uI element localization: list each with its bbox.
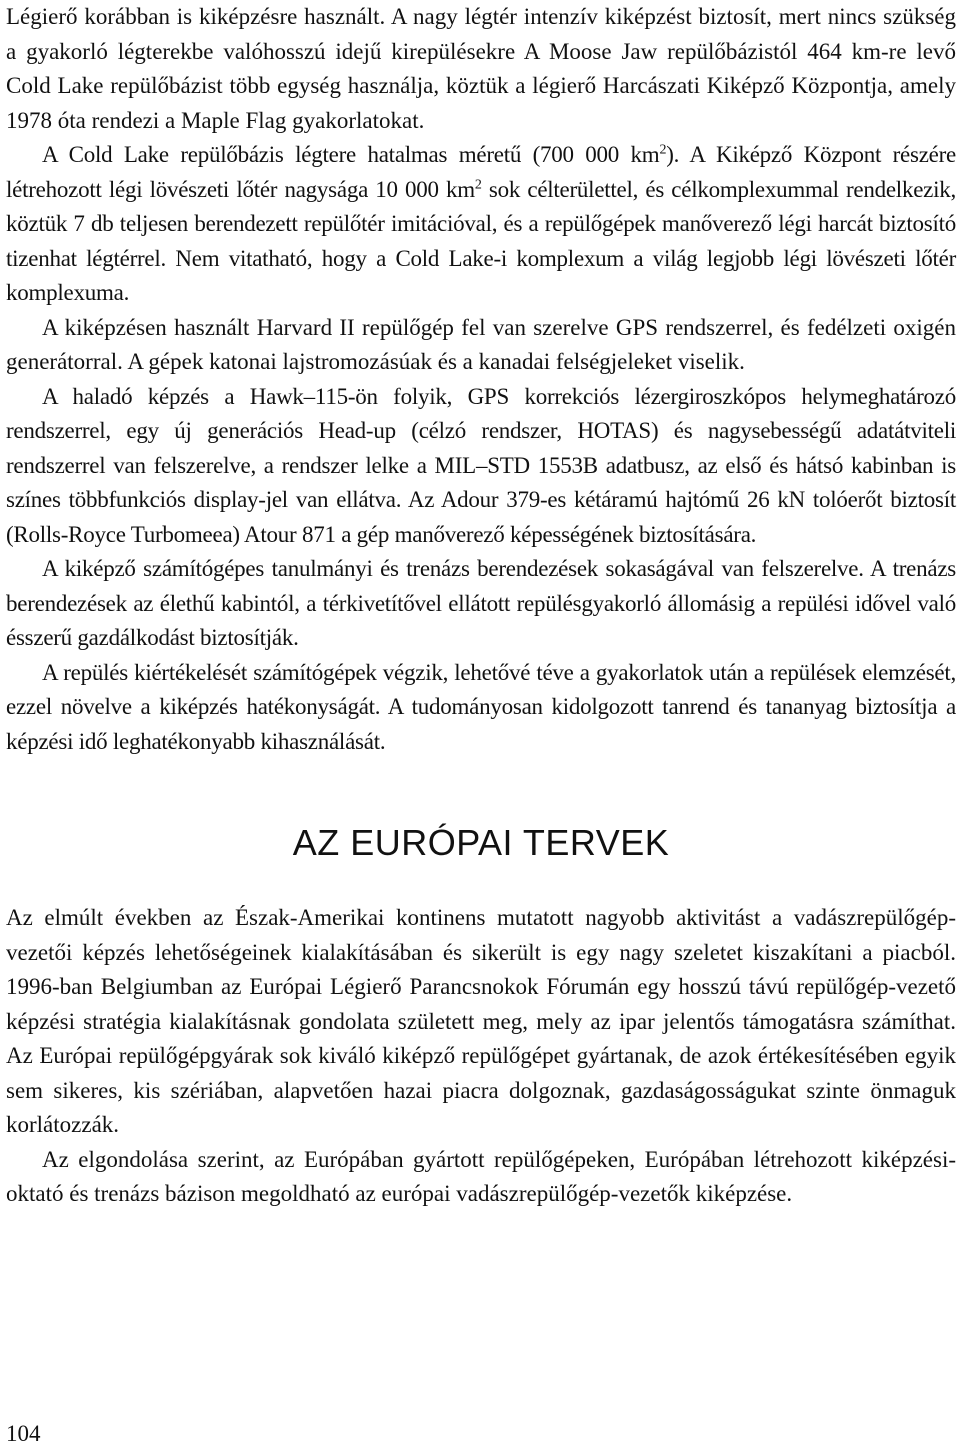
paragraph-3: A kiképzésen használt Harvard II repülőgép fel van szerelve GPS rendszerrel, és fedélzeti oxigén generátorral. A gépek katonai lajstromozásúak és a kanadai felségjeleket viselik. [6, 314, 956, 374]
paragraph-6: A repülés kiértékelését számítógépek végzik, lehetővé téve a gyakorlatok után a repülések elemzését, ezzel növelve a kiképzés hatékonyságát. A tudományosan kidolgozott tanrend és tananyag biztosítja a képzési idő leghatékonyabb kihasználását. [6, 659, 956, 754]
bottom-section [6, 901, 956, 1212]
paragraph-8: Az elgondolása szerint, az Európában gyártott repülőgépeken, Európában létrehozott kiképzési-oktató és trenázs bázison megoldható az európai vadászrepülőgép-vezetők kiképzése. [6, 1146, 956, 1206]
document-page [6, 0, 956, 1212]
paragraph-7: Az elmúlt években az Észak-Amerikai kontinens mutatott nagyobb aktivitást a vadászrepülőgép-vezetői képzés lehetőségeinek kialakításában és sikerült is egy nagy szeletet kiszakítani a piacból. 1996-ban Belgiumban az Európai Légierő Parancsnokok Fórumán egy hosszú távú repülőgép-vezető képzési stratégia kialakításnak gondolata született meg, mely az ipar jelentős támogatásra számíthat. Az Európai repülőgépgyárak sok kiváló kiképző repülőgépet gyártanak, de azok értékesítésében egyik sem sikeres, kis szériában, alapvetően hazai piacra dolgoznak, gazdaságosságukat szinte önmaguk korlátozzák. [6, 905, 956, 1137]
paragraph-2 [6, 138, 956, 311]
paragraph-4: A haladó képzés a Hawk–115-ön folyik, GPS korrekciós lézergiroszkópos helymeghatározó rendszerrel, egy új generációs Head-up (célzó rendszer, HOTAS) és nagysebességű adatátviteli rendszerrel van felszerelve, a rendszer lelke a MIL–STD 1553B adatbusz, az első és hátsó kabinban is színes többfunkciós display-jel van ellátva. Az Adour 379-es kétáramú hajtómű 26 kN tolóerőt biztosít (Rolls-Royce Turbomeea) Atour 871 a gép manőverező képességének biztosítására. [6, 383, 956, 547]
paragraph-5: A kiképző számítógépes tanulmányi és trenázs berendezések sokaságával van felszerelve. A trenázs berendezések az élethű kabintól, a térkivetítővel ellátott repülésgyakorló állomásig a repülési idővel való ésszerű gazdálkodást biztosítják. [6, 556, 956, 650]
top-section [6, 0, 956, 759]
paragraph-2-text: A Cold Lake repülőbázis légtere hatalmas méretű (700 000 $km^2$). A Kiképző Központ részére létrehozott légi lövészeti lőtér nagysága 10 000 $km^2$ sok célterülettel, és célkomplexummal rendelkezik, köztük 7 db teljesen berendezett repülőtér imitációval, és a repülőgépek manőverező légi harcát biztosító tizenhat légtérrel. Nem vitatható, hogy a Cold Lake-i komplexum a világ legjobb légi lövészeti lőtér komplexuma. [6, 142, 956, 305]
paragraph-1: Légierő korábban is kiképzésre használt. A nagy légtér intenzív kiképzést biztosít, mert nincs szükség a gyakorló légterekbe valóhosszú idejű kirepülésekre A Moose Jaw repülőbázistól 464 km-re levő Cold Lake repülőbázist több egység használja, köztük a légierő Harcászati Kiképző Központja, amely 1978 óta rendezi a Maple Flag gyakorlatokat. [6, 4, 956, 133]
section-heading: AZ EURÓPAI TERVEK [292, 822, 670, 863]
page-number: 104 [6, 1421, 41, 1446]
